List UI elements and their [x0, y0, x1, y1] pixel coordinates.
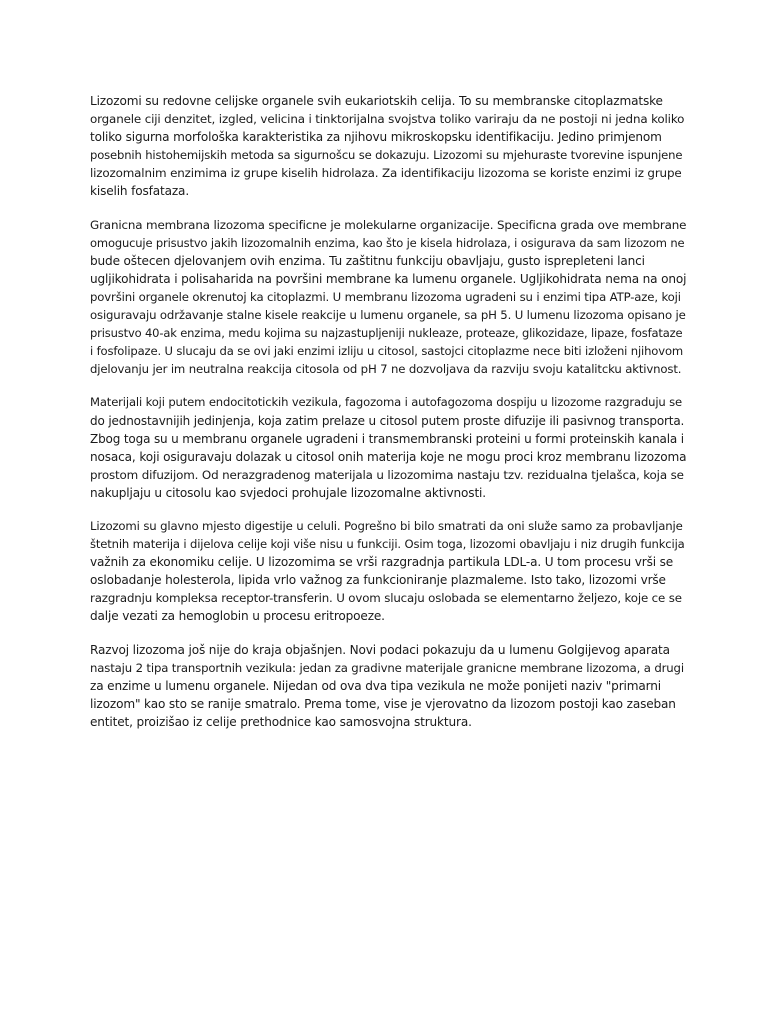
paragraph-4 [90, 517, 686, 626]
text-line: osiguravaju održavanje stalne kisele reakcije u lumenu organele, sa pH 5. U lumenu lizozoma opisano je [90, 308, 686, 323]
document-body [90, 92, 686, 746]
text-line: dalje vezati za hemoglobin u procesu eritropoeze. [90, 609, 385, 624]
text-line: do jednostavnijih jedinjenja, koja zatim prelaze u citosol putem proste difuzije ili pasivnog transporta. [90, 413, 685, 428]
text-line: Zbog toga su u membranu organele ugradeni i transmembranski proteini u formi proteinskih kanala i [90, 431, 684, 446]
text-line: organele ciji denzitet, izgled, velicina i tinktorijalna svojstva toliko variraju da ne postoji ni jedna koliko [90, 112, 685, 127]
text-line: i fosfolipaze. U slucaju da se ovi jaki enzimi izliju u citosol, sastojci citoplazme nece biti izloženi njihovom [90, 344, 684, 359]
paragraph-5 [90, 641, 686, 731]
text-line: prisustvo 40-ak enzima, medu kojima su najzastupljeniji nukleaze, proteaze, glikozidaze, lipaze, fosfataze [90, 326, 683, 341]
text-line: Granicna membrana lizozoma specificne je molekularne organizacije. Specificna grada ove membrane [90, 217, 687, 232]
text-line: štetnih materija i dijelova celije koji više nisu u funkciji. Osim toga, lizozomi obavljaju i niz drugih funkcija [90, 537, 685, 552]
paragraph-3 [90, 393, 686, 502]
text-line: prostom difuzijom. Od nerazgradenog materijala u lizozomima nastaju tzv. rezidualna tjelašca, koja se [90, 467, 684, 482]
text-line: nosaca, koji osiguravaju dolazak u citosol onih materija koje ne mogu proci kroz membranu lizozoma [90, 449, 687, 464]
text-line: nastaju 2 tipa transportnih vezikula: jedan za gradivne materijale granicne membrane lizozoma, a drugi [90, 660, 684, 675]
text-line: nakupljaju u citosolu kao svjedoci prohujale lizozomalne aktivnosti. [90, 485, 486, 500]
paragraph-2 [90, 216, 686, 379]
text-line: ugljikohidrata i polisaharida na površini membrane ka lumenu organele. Ugljikohidrata nema na onoj [90, 271, 687, 286]
text-line: površini organele okrenutoj ka citoplazmi. U membranu lizozoma ugradeni su i enzimi tipa ATP-aze, koji [90, 289, 681, 304]
text-line: posebnih histohemijskih metoda sa sigurnošcu se dokazuju. Lizozomi su mjehuraste tvorevine ispunjene [90, 148, 683, 163]
text-line: Materijali koji putem endocitotickih vezikula, fagozoma i autofagozoma dospiju u lizozome razgraduju se [90, 395, 683, 410]
text-line: oslobadanje holesterola, lipida vrlo važnog za funkcioniranje plazmaleme. Isto tako, lizozomi vrše [90, 573, 666, 588]
text-line: Lizozomi su redovne celijske organele svih eukariotskih celija. To su membranske citoplazmatske [90, 94, 663, 108]
text-line: za enzime u lumenu organele. Nijedan od ova dva tipa vezikula ne može ponijeti naziv "primarni [90, 678, 661, 693]
text-line: omogucuje prisustvo jakih lizozomalnih enzima, kao što je kisela hidrolaza, i osigurava da sam lizozom ne [90, 235, 685, 250]
text-line: Lizozomi su glavno mjesto digestije u celuli. Pogrešno bi bilo smatrati da oni služe samo za probavljanje [90, 518, 683, 533]
text-line: lizozomalnim enzimima iz grupe kiselih hidrolaza. Za identifikaciju lizozoma se koriste enzimi iz grupe [90, 166, 682, 181]
text-line: entitet, proizišao iz celije prethodnice kao samosvojna struktura. [90, 714, 472, 729]
text-line: djelovanju jer im neutralna reakcija citosola od pH 7 ne dozvoljava da razviju svoju katalitcku aktivnost. [90, 362, 682, 377]
text-line: toliko sigurna morfološka karakteristika za njihovu mikroskopsku identifikaciju. Jedino primjenom [90, 130, 662, 145]
text-line: lizozom" kao sto se ranije smatralo. Prema tome, vise je vjerovatno da lizozom postoji kao zaseban [90, 696, 676, 711]
text-line: važnih za ekonomiku celije. U lizozomima se vrši razgradnja partikula LDL-a. U tom procesu vrši se [90, 555, 674, 570]
text-line: Razvoj lizozoma još nije do kraja objašnjen. Novi podaci pokazuju da u lumenu Golgijevog aparata [90, 642, 670, 657]
paragraph-1 [90, 92, 686, 201]
text-line: razgradnju kompleksa receptor-transferin. U ovom slucaju oslobada se elementarno željezo, koje ce se [90, 591, 682, 606]
text-line: kiselih fosfataza. [90, 184, 190, 199]
text-line: bude oštecen djelovanjem ovih enzima. Tu zaštitnu funkciju obavljaju, gusto isprepleteni lanci [90, 253, 645, 268]
